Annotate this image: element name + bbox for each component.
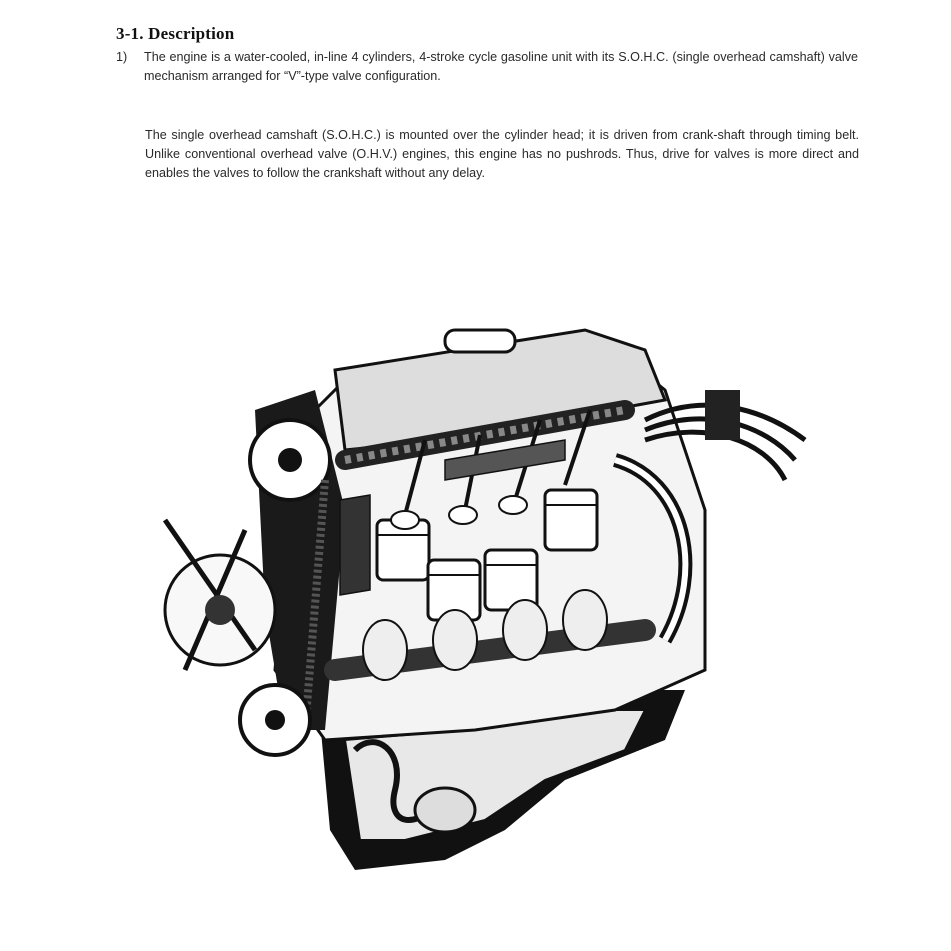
description-paragraph: The single overhead camshaft (S.O.H.C.) is mounted over the cylinder head; it is driven from crank-shaft through timing belt. Unlike conventional overhead valve (O.H.V.) engines, this engine has no pushrods. Thus, drive for valves is more direct and enables the valves to follow the crankshaft without any delay. (145, 128, 859, 180)
engine-cutaway-illustration (145, 310, 835, 870)
section-heading: 3-1. Description (116, 24, 235, 43)
description-item-1 (116, 48, 858, 86)
engine-illustration-icon (145, 310, 835, 870)
item-number: 1) (116, 50, 128, 64)
item-text: The engine is a water-cooled, in-line 4 cylinders, 4-stroke cycle gasoline unit with its S.O.H.C. (single overhead camshaft) valve mechanism arranged for “V”-type valve configuration. (144, 50, 858, 83)
